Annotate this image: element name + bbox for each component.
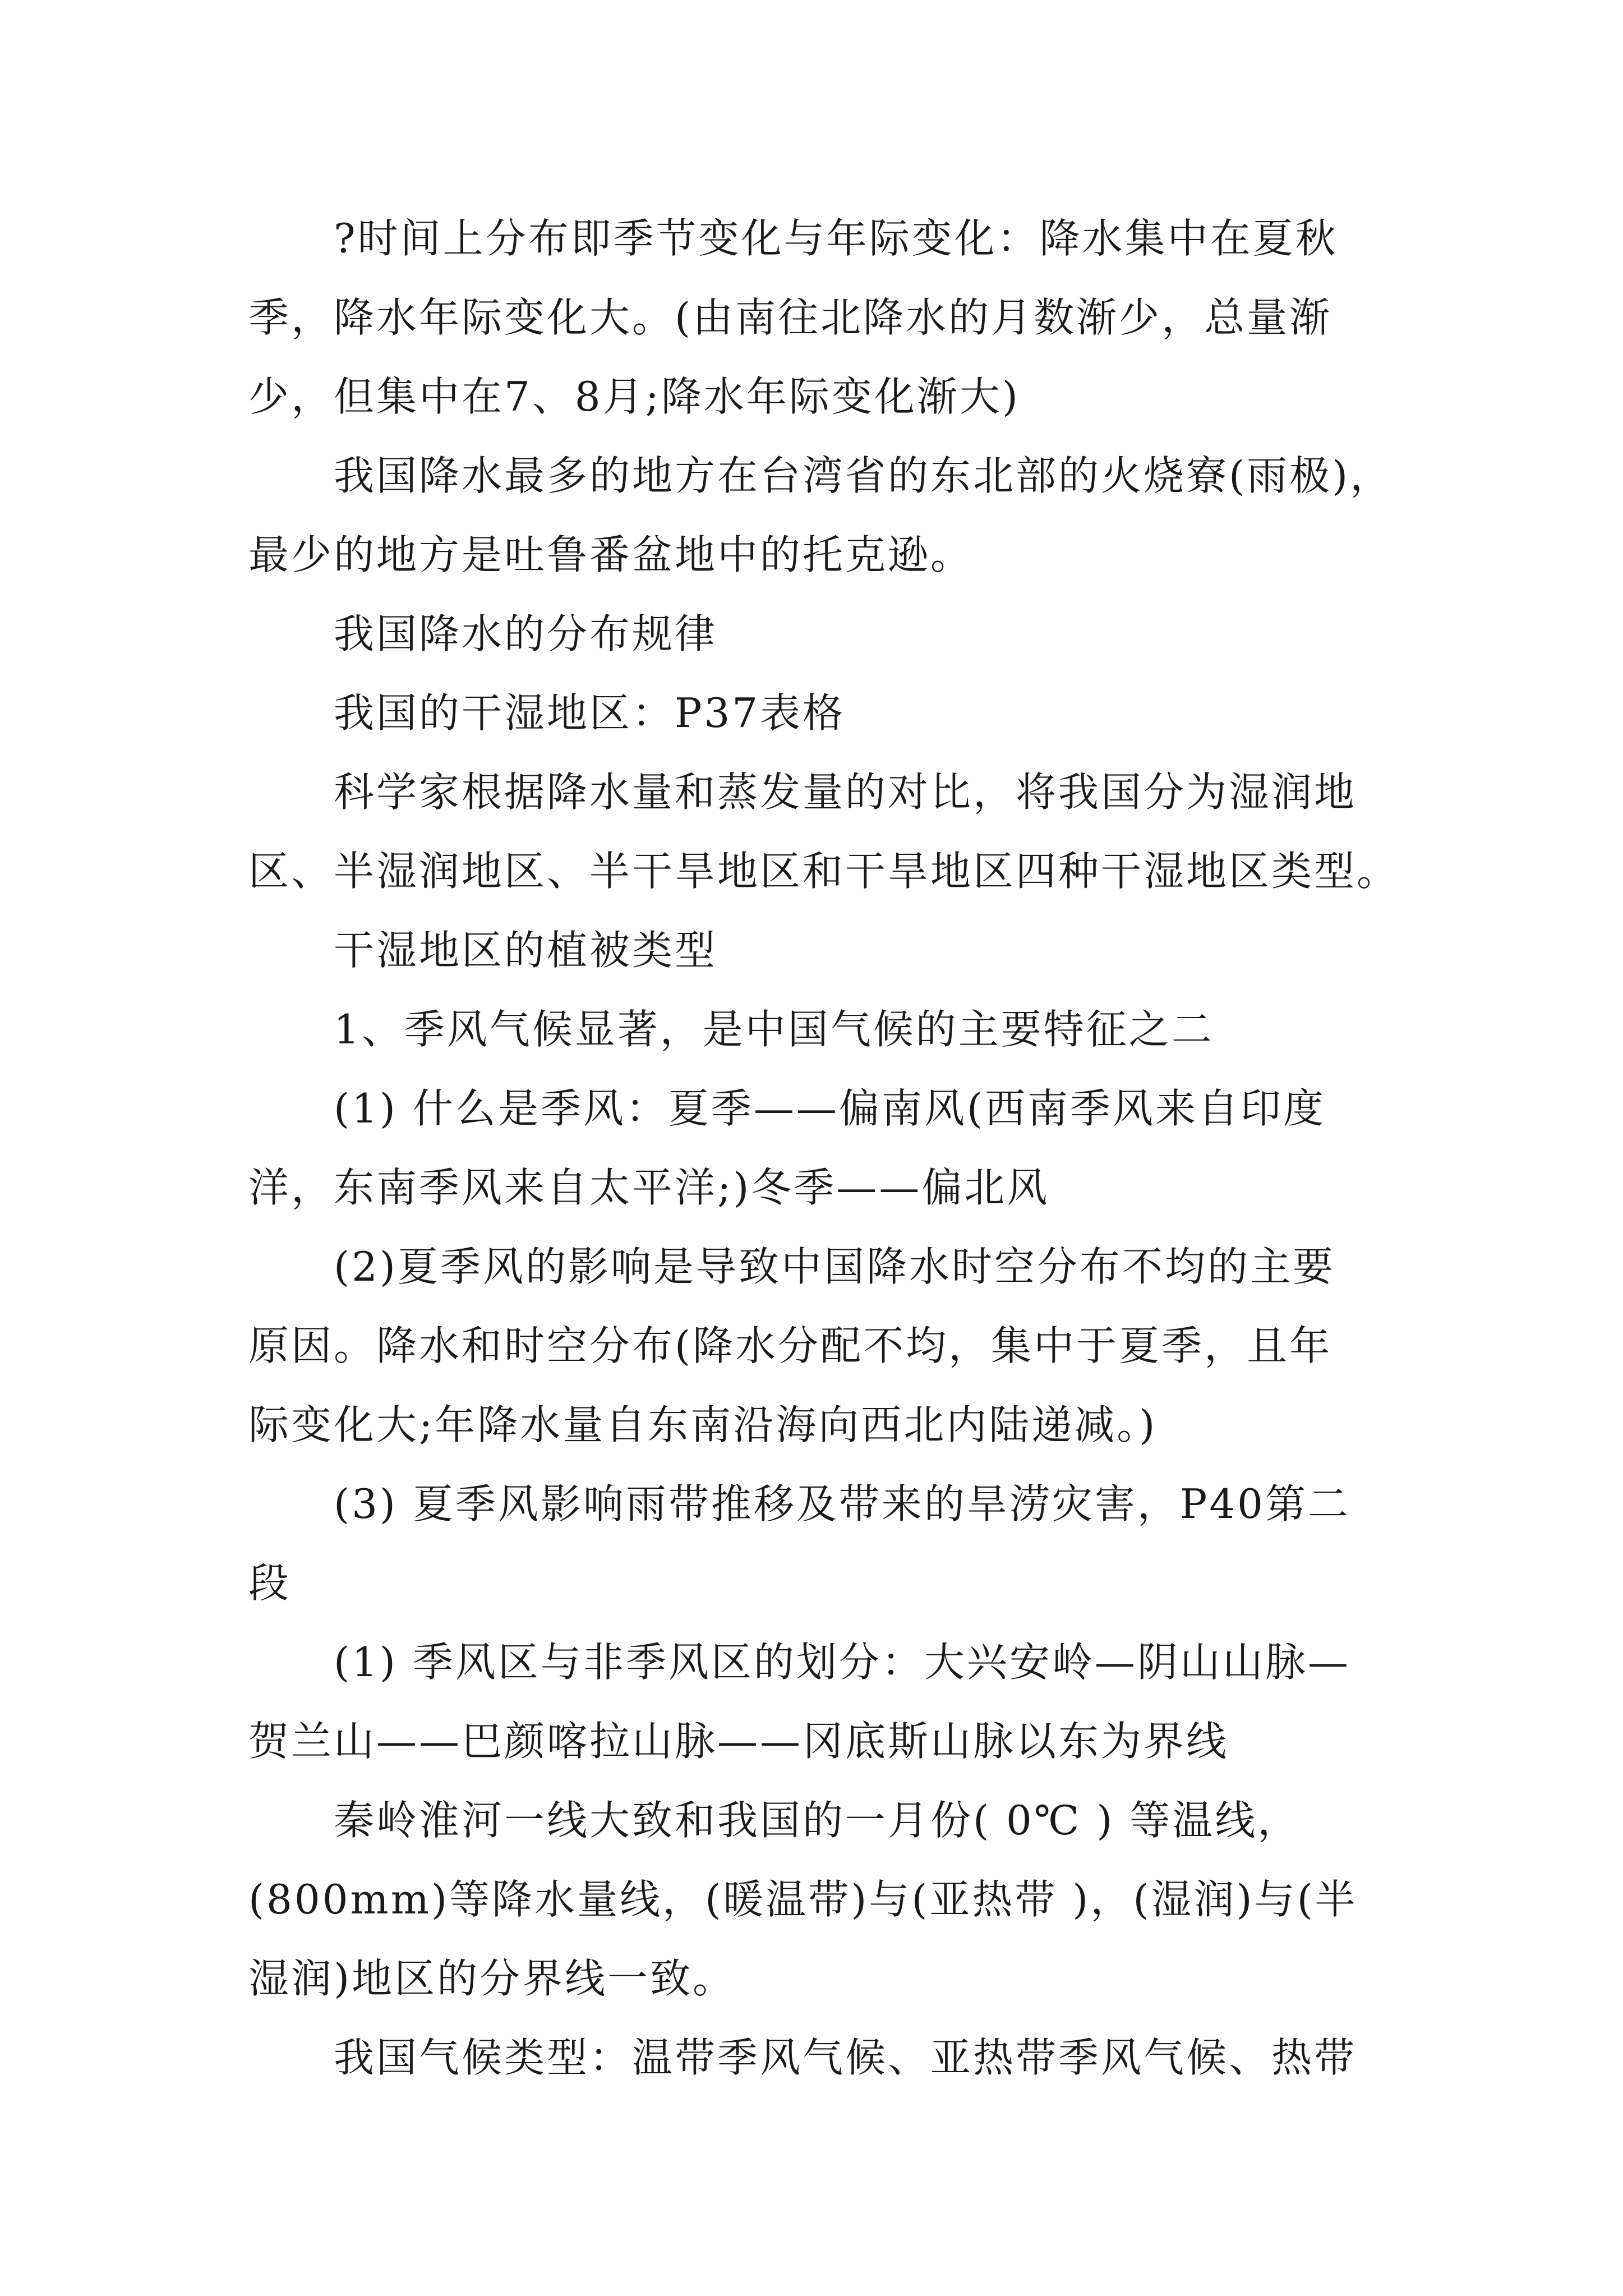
text-line: 际变化大;年降水量自东南沿海向西北内陆递减。)	[248, 1401, 1158, 1448]
paragraph-what-is-monsoon	[248, 1069, 1387, 1227]
paragraph-monsoon-heading	[248, 990, 1387, 1069]
text-line: (1) 季风区与非季风区的划分：大兴安岭—阴山山脉—	[334, 1639, 1350, 1686]
text-line: 我国的干湿地区：P37表格	[334, 689, 846, 737]
text-line: 段	[248, 1559, 292, 1607]
text-line: 最少的地方是吐鲁番盆地中的托克逊。	[248, 531, 974, 578]
paragraph-monsoon-boundary	[248, 1623, 1387, 1781]
text-line: 洋，东南季风来自太平洋;)冬季——偏北风	[248, 1164, 1050, 1211]
text-line: ?时间上分布即季节变化与年际变化：降水集中在夏秋	[334, 215, 1338, 262]
paragraph-qinling-huaihe	[248, 1781, 1387, 2018]
text-line: 1、季风气候显著，是中国气候的主要特征之二	[334, 1006, 1214, 1053]
text-line: 原因。降水和时空分布(降水分配不均，集中于夏季，且年	[248, 1322, 1332, 1369]
text-line: 贺兰山——巴颜喀拉山脉——冈底斯山脉以东为界线	[248, 1718, 1229, 1765]
text-line: 干湿地区的植被类型	[334, 927, 718, 974]
paragraph-vegetation-types	[248, 911, 1387, 990]
paragraph-precipitation-timing	[248, 199, 1387, 436]
text-line: (2)夏季风的影响是导致中国降水时空分布不均的主要	[334, 1243, 1335, 1290]
text-line: 科学家根据降水量和蒸发量的对比，将我国分为湿润地	[334, 769, 1357, 816]
paragraph-region-classification	[248, 753, 1400, 911]
text-line: 秦岭淮河一线大致和我国的一月份( 0℃ ) 等温线，	[334, 1797, 1301, 1844]
text-line: 区、半湿润地区、半干旱地区和干旱地区四种干湿地区类型。	[248, 848, 1400, 895]
document-body	[248, 199, 1400, 2097]
text-line: (1) 什么是季风：夏季——偏南风(西南季风来自印度	[334, 1085, 1326, 1132]
text-line: 我国气候类型：温带季风气候、亚热带季风气候、热带	[334, 2034, 1357, 2081]
text-line: 季，降水年际变化大。(由南往北降水的月数渐少，总量渐	[248, 294, 1332, 341]
paragraph-climate-types	[248, 2018, 1387, 2097]
text-line: (800mm)等降水量线，(暖温带)与(亚热带 )，(湿润)与(半	[248, 1876, 1358, 1923]
text-line: 我国降水最多的地方在台湾省的东北部的火烧寮(雨极)，	[334, 452, 1393, 499]
paragraph-precipitation-extremes	[248, 436, 1393, 595]
paragraph-rain-belt	[248, 1465, 1387, 1623]
paragraph-precipitation-pattern	[248, 595, 1387, 674]
text-line: (3) 夏季风影响雨带推移及带来的旱涝灾害，P40第二	[334, 1480, 1350, 1527]
text-line: 湿润)地区的分界线一致。	[248, 1955, 736, 2002]
paragraph-dry-wet-regions	[248, 674, 1387, 753]
text-line: 我国降水的分布规律	[334, 610, 718, 657]
paragraph-summer-monsoon-impact	[248, 1227, 1387, 1465]
text-line: 少，但集中在7、8月;降水年际变化渐大)	[248, 373, 1020, 420]
